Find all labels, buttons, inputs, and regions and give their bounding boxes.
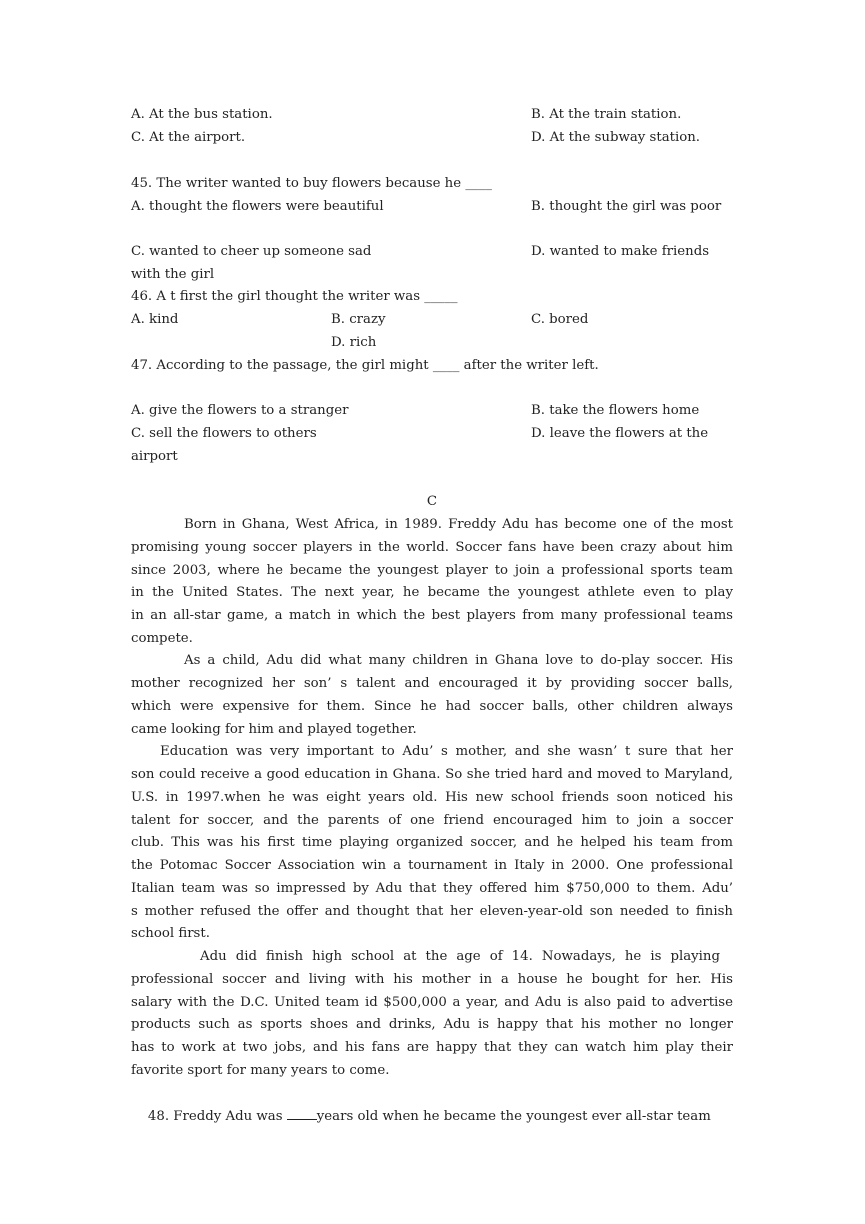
q44-option-b[interactable]: B. At the train station. [531,107,682,122]
q45-option-b[interactable]: B. thought the girl was poor [531,199,722,214]
q44-option-a[interactable]: A. At the bus station. [131,107,273,122]
passage-line: since 2003, where he became the youngest player to join a professional sports team [131,563,733,578]
passage-line: club. This was his first time playing organized soccer, and he helped his team from [131,835,733,850]
passage-line: professional soccer and living with his mother in a house he bought for her. His [131,972,733,987]
passage-line: in the United States. The next year, he became the youngest athlete even to play [131,585,733,600]
passage-line: has to work at two jobs, and his fans are happy that they can watch him play their [131,1040,733,1055]
passage-line: salary with the D.C. United team id $500,000 a year, and Adu is also paid to advertise [131,995,733,1010]
q46-option-c[interactable]: C. bored [531,312,589,327]
q47-option-a[interactable]: A. give the flowers to a stranger [131,403,349,418]
passage-line: Italian team was so impressed by Adu that they offered him $750,000 to them. Adu’ [131,881,733,896]
passage-line: Education was very important to Adu’ s mother, and she wasn’ t sure that her [160,744,733,759]
q45-option-d[interactable]: D. wanted to make friends [531,244,710,259]
passage-line: son could receive a good education in Ghana. So she tried hard and moved to Maryland, [131,767,733,782]
q47-stem: 47. According to the passage, the girl might ____ after the writer left. [131,358,599,373]
q45-option-a[interactable]: A. thought the flowers were beautiful [131,199,384,214]
q45-stem: 45. The writer wanted to buy flowers because he ____ [131,176,492,191]
q44-option-c[interactable]: C. At the airport. [131,130,246,145]
q46-option-a[interactable]: A. kind [131,312,179,327]
passage-line: compete. [131,631,193,646]
passage-line: s mother refused the offer and thought that her eleven-year-old son needed to finish [131,904,733,919]
passage-line: the Potomac Soccer Association win a tournament in Italy in 2000. One professional [131,858,733,873]
passage-line: As a child, Adu did what many children in Ghana love to do-play soccer. His [184,653,733,668]
passage-line: products such as sports shoes and drinks, Adu is happy that his mother no longer [131,1017,733,1032]
passage-line: which were expensive for them. Since he had soccer balls, other children always [131,699,733,714]
section-heading: C [426,494,438,509]
q47-option-d[interactable]: D. leave the flowers at the [531,426,709,441]
passage-line: mother recognized her son’ s talent and encouraged it by providing soccer balls, [131,676,733,691]
q46-option-b[interactable]: B. crazy [331,312,386,327]
passage-line: school first. [131,926,210,941]
q47-option-b[interactable]: B. take the flowers home [531,403,700,418]
passage-line: in an all-star game, a match in which the best players from many professional teams [131,608,733,623]
q46-stem: 46. A t first the girl thought the writer was _____ [131,289,458,304]
q48-stem-suffix: years old when he became the youngest ever all-star team [316,1108,711,1124]
q45-option-d-continuation: with the girl [131,267,215,282]
q46-option-d[interactable]: D. rich [331,335,377,350]
q47-option-d-continuation: airport [131,449,178,464]
passage-line: promising young soccer players in the world. Soccer fans have been crazy about him [131,540,733,555]
passage-line: favorite sport for many years to come. [131,1063,390,1078]
passage-line: Born in Ghana, West Africa, in 1989. Freddy Adu has become one of the most [184,517,733,532]
q44-option-d[interactable]: D. At the subway station. [531,130,701,145]
q47-option-c[interactable]: C. sell the flowers to others [131,426,317,441]
passage-line: came looking for him and played together. [131,722,417,737]
answer-blank[interactable] [287,1108,317,1120]
q45-option-c[interactable]: C. wanted to cheer up someone sad [131,244,372,259]
passage-line: talent for soccer, and the parents of one friend encouraged him to join a soccer [131,813,733,828]
passage-line: Adu did finish high school at the age of 14. Nowadays, he is playing [200,949,720,964]
q48-stem [131,1083,733,1151]
q48-stem-prefix: 48. Freddy Adu was [147,1108,287,1124]
passage-line: U.S. in 1997.when he was eight years old. His new school friends soon noticed his [131,790,733,805]
